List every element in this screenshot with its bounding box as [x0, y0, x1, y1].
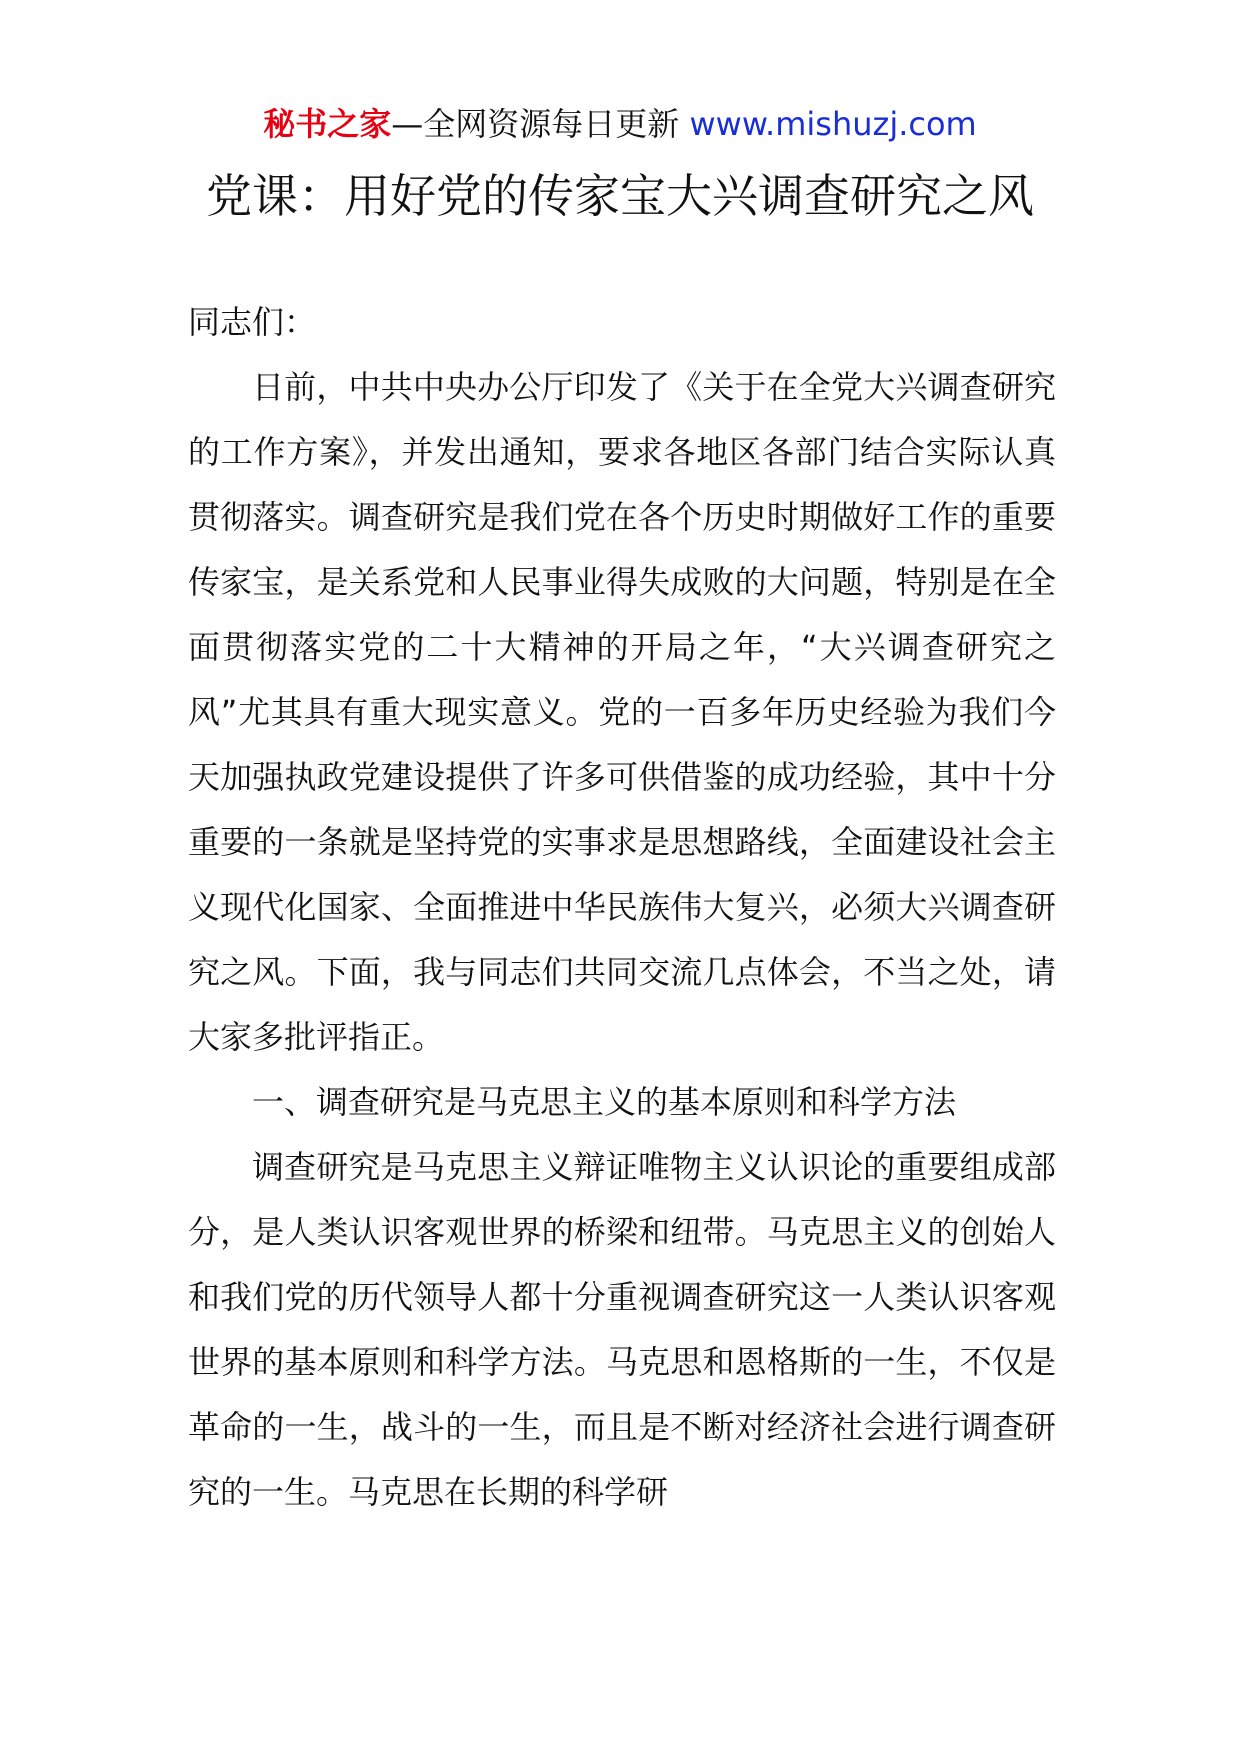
site-banner	[0, 98, 1240, 150]
document-body	[188, 290, 1056, 1525]
document-title: 党课：用好党的传家宝大兴调查研究之风	[206, 169, 1034, 223]
banner-site-url[interactable]: www.mishuzj.com	[689, 105, 977, 143]
section-heading: 一、调查研究是马克思主义的基本原则和科学方法	[252, 1083, 957, 1121]
banner-brand: 秘书之家	[263, 105, 392, 143]
paragraph: 调查研究是马克思主义辩证唯物主义认识论的重要组成部分，是人类认识客观世界的桥梁和纽带。马克思主义的创始人和我们党的历代领导人都十分重视调查研究这一人类认识客观世界的基本原则和科学方法。马克思和恩格斯的一生，不仅是革命的一生，战斗的一生，而且是不断对经济社会进行调查研究的一生。马克思在长期的科学研	[188, 1148, 1056, 1511]
banner-tagline: —全网资源每日更新	[391, 105, 690, 143]
salutation: 同志们：	[188, 303, 317, 341]
paragraph: 日前，中共中央办公厅印发了《关于在全党大兴调查研究的工作方案》，并发出通知，要求各地区各部门结合实际认真贯彻落实。调查研究是我们党在各个历史时期做好工作的重要传家宝，是关系党和人民事业得失成败的大问题，特别是在全面贯彻落实党的二十大精神的开局之年，“大兴调查研究之风”尤其具有重大现实意义。党的一百多年历史经验为我们今天加强执政党建设提供了许多可供借鉴的成功经验，其中十分重要的一条就是坚持党的实事求是思想路线，全面建设社会主义现代化国家、全面推进中华民族伟大复兴，必须大兴调查研究之风。下面，我与同志们共同交流几点体会，不当之处，请大家多批评指正。	[188, 368, 1056, 1056]
